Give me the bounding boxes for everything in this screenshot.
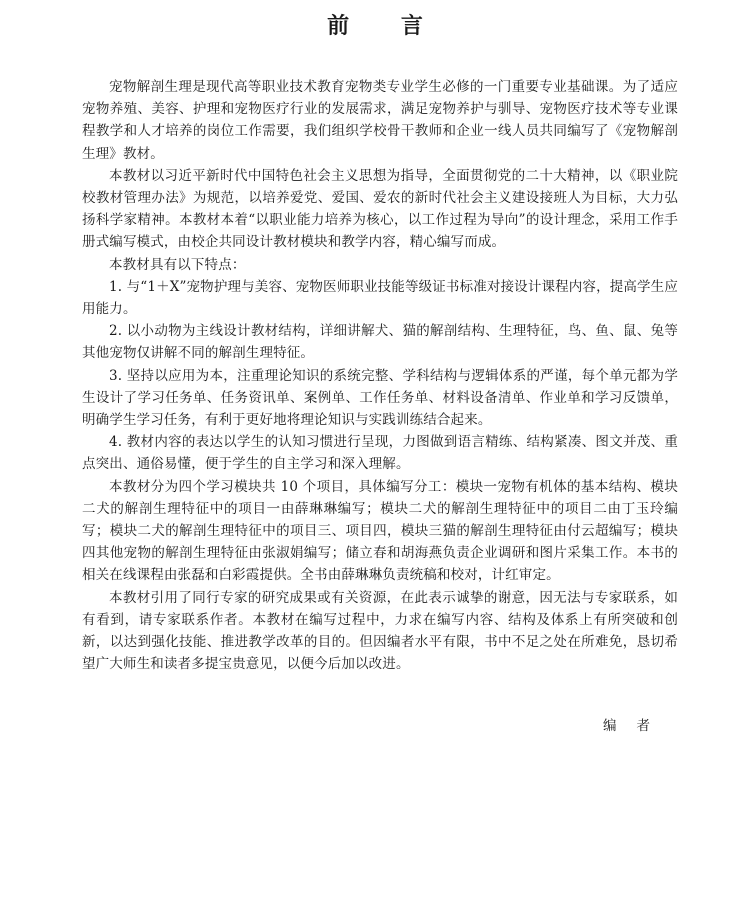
page-title: 前 言: [327, 14, 445, 39]
paragraph-feature-1: 1. 与“1＋X”宠物护理与美容、宠物医师职业技能等级证书标准对接设计课程内容，提高学生应用能力。: [82, 278, 678, 318]
paragraph-features-heading: 本教材具有以下特点：: [109, 256, 246, 273]
paragraph-acknowledgement: 本教材引用了同行专家的研究成果或有关资源，在此表示诚挚的谢意，因无法与专家联系，如有看到，请专家联系作者。本教材在编写过程中，力求在编写内容、结构及体系上有所突破和创新，以达到强化技能、推进教学改革的目的。但因编者水平有限，书中不足之处在所难免，恳切希望广大师生和读者多提宝贵意见，以便今后加以改进。: [82, 589, 678, 673]
signature-editors: 编者: [603, 718, 670, 734]
preface-body: [82, 76, 678, 675]
paragraph-guidance: 本教材以习近平新时代中国特色社会主义思想为指导，全面贯彻党的二十大精神，以《职业院校教材管理办法》为规范，以培养爱党、爱国、爱农的新时代社会主义建设接班人为目标，大力弘扬科学家精神。本教材本着“以职业能力培养为核心，以工作过程为导向”的设计理念，采用工作手册式编写模式，由校企共同设计教材模块和教学内容，精心编写而成。: [82, 167, 678, 251]
paragraph-feature-3: 3. 坚持以应用为本，注重理论知识的系统完整、学科结构与逻辑体系的严谨，每个单元都为学生设计了学习任务单、任务资讯单、案例单、工作任务单、材料设备清单、作业单和学习反馈单，明确学生学习任务，有利于更好地将理论知识与实践训练结合起来。: [82, 367, 678, 429]
paragraph-feature-4: 4. 教材内容的表达以学生的认知习惯进行呈现，力图做到语言精练、结构紧凑、图文并茂、重点突出、通俗易懂，便于学生的自主学习和深入理解。: [82, 434, 678, 473]
paragraph-feature-2: 2. 以小动物为主线设计教材结构，详细讲解犬、猫的解剖结构、生理特征，鸟、鱼、鼠、兔等其他宠物仅讲解不同的解剖生理特征。: [82, 323, 678, 362]
paragraph-intro: 宠物解剖生理是现代高等职业技术教育宠物类专业学生必修的一门重要专业基础课。为了适应宠物养殖、美容、护理和宠物医疗行业的发展需求，满足宠物养护与驯导、宠物医疗技术等专业课程教学和人才培养的岗位工作需要，我们组织学校骨干教师和企业一线人员共同编写了《宠物解剖生理》教材。: [82, 79, 678, 162]
paragraph-authorship: 本教材分为四个学习模块共 10 个项目，具体编写分工：模块一宠物有机体的基本结构、模块二犬的解剖生理特征中的项目一由薛琳琳编写；模块二犬的解剖生理特征中的项目二由丁玉玲编写；模块二犬的解剖生理特征中的项目三、项目四，模块三猫的解剖生理特征由付云超编写；模块四其他宠物的解剖生理特征由张淑娟编写；储立春和胡海燕负责企业调研和图片采集工作。本书的相关在线课程由张磊和白彩霞提供。全书由薛琳琳负责统稿和校对，计红审定。: [82, 478, 678, 584]
